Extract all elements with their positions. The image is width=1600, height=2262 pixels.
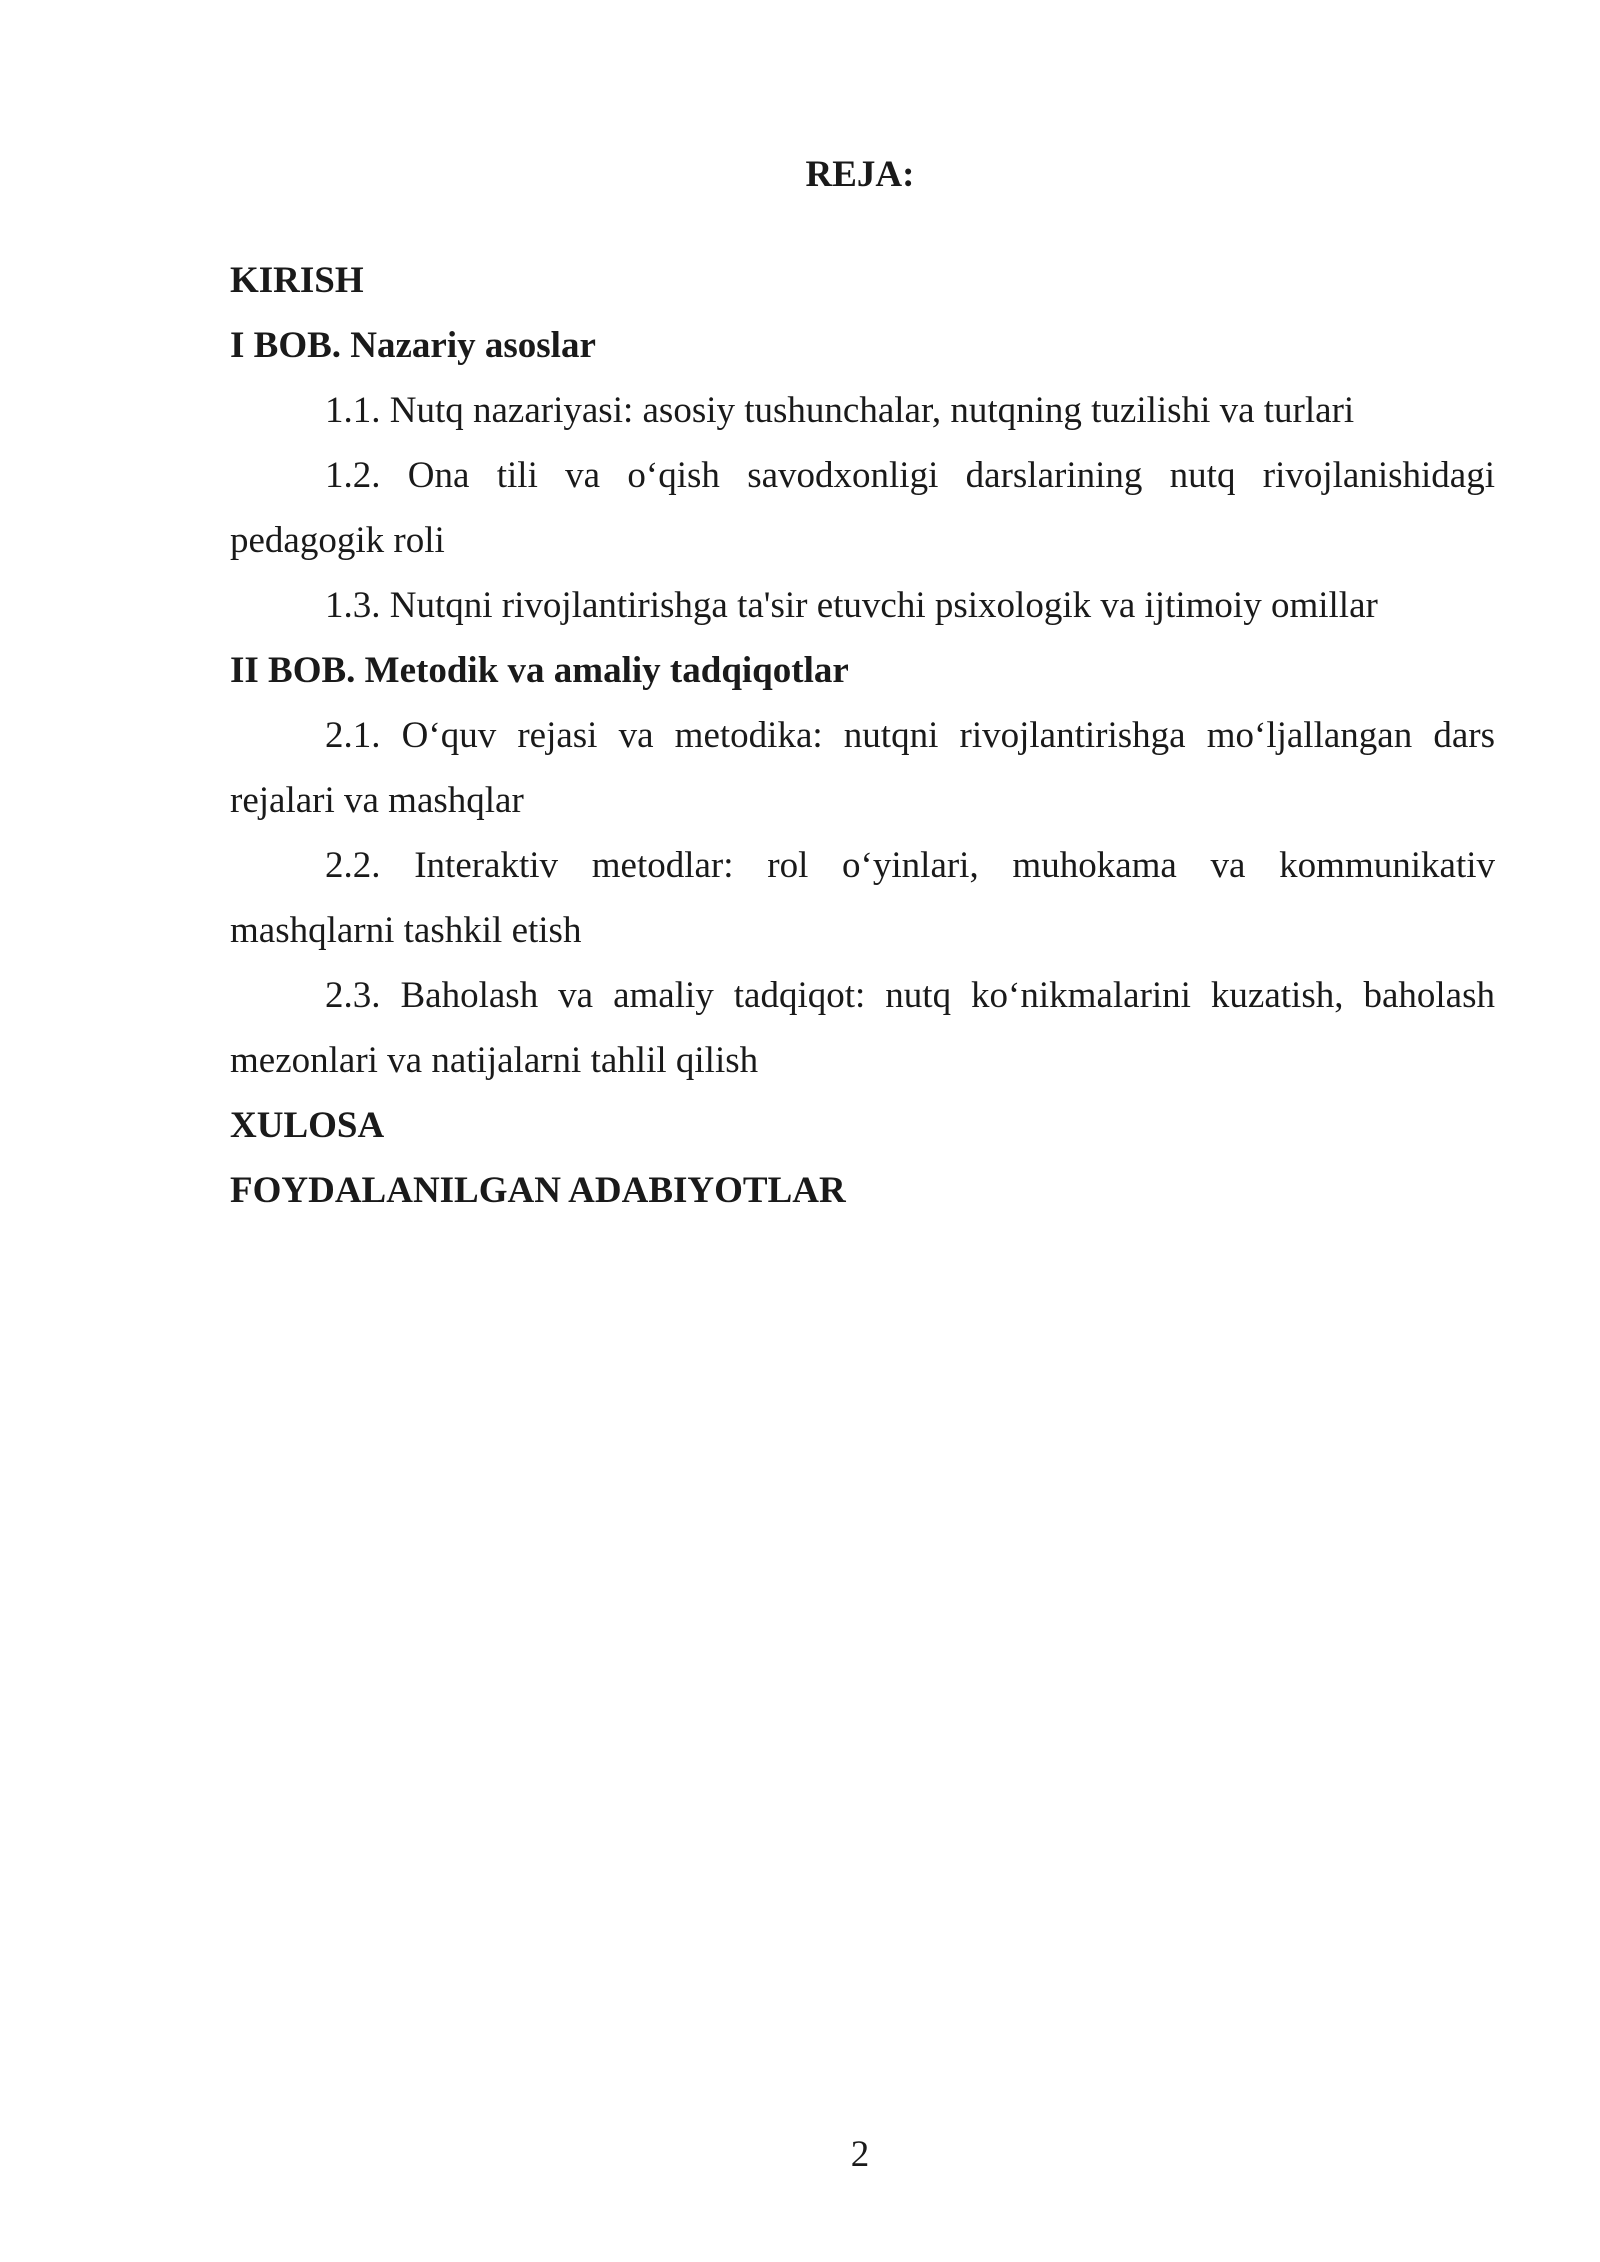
page-title: REJA: [805, 154, 915, 195]
toc-item-1-2: 1.2. Ona tili va o‘qish savodxonligi darslarining nutq rivojlanishidagi pedagogik roli [230, 455, 1495, 561]
toc-heading-chapter-1: I BOB. Nazariy asoslar [230, 325, 596, 366]
toc-item-2-1: 2.1. O‘quv rejasi va metodika: nutqni rivojlantirishga mo‘ljallangan dars rejalari va mashqlar [230, 715, 1495, 821]
toc-item-2-3: 2.3. Baholash va amaliy tadqiqot: nutq ko‘nikmalarini kuzatish, baholash mezonlari va natijalarni tahlil qilish [230, 975, 1495, 1081]
toc-item-1-3: 1.3. Nutqni rivojlantirishga ta'sir etuvchi psixologik va ijtimoiy omillar [325, 585, 1378, 626]
toc-heading-introduction: KIRISH [230, 260, 364, 301]
toc-heading-conclusion: XULOSA [230, 1105, 385, 1146]
toc-heading-references: FOYDALANILGAN ADABIYOTLAR [230, 1170, 846, 1211]
table-of-contents [230, 248, 1495, 1223]
toc-heading-chapter-2: II BOB. Metodik va amaliy tadqiqotlar [230, 650, 849, 691]
toc-item-1-1: 1.1. Nutq nazariyasi: asosiy tushunchalar, nutqning tuzilishi va turlari [325, 390, 1355, 431]
page-number: 2 [850, 2134, 870, 2175]
toc-item-2-2: 2.2. Interaktiv metodlar: rol o‘yinlari, muhokama va kommunikativ mashqlarni tashkil etish [230, 845, 1495, 951]
